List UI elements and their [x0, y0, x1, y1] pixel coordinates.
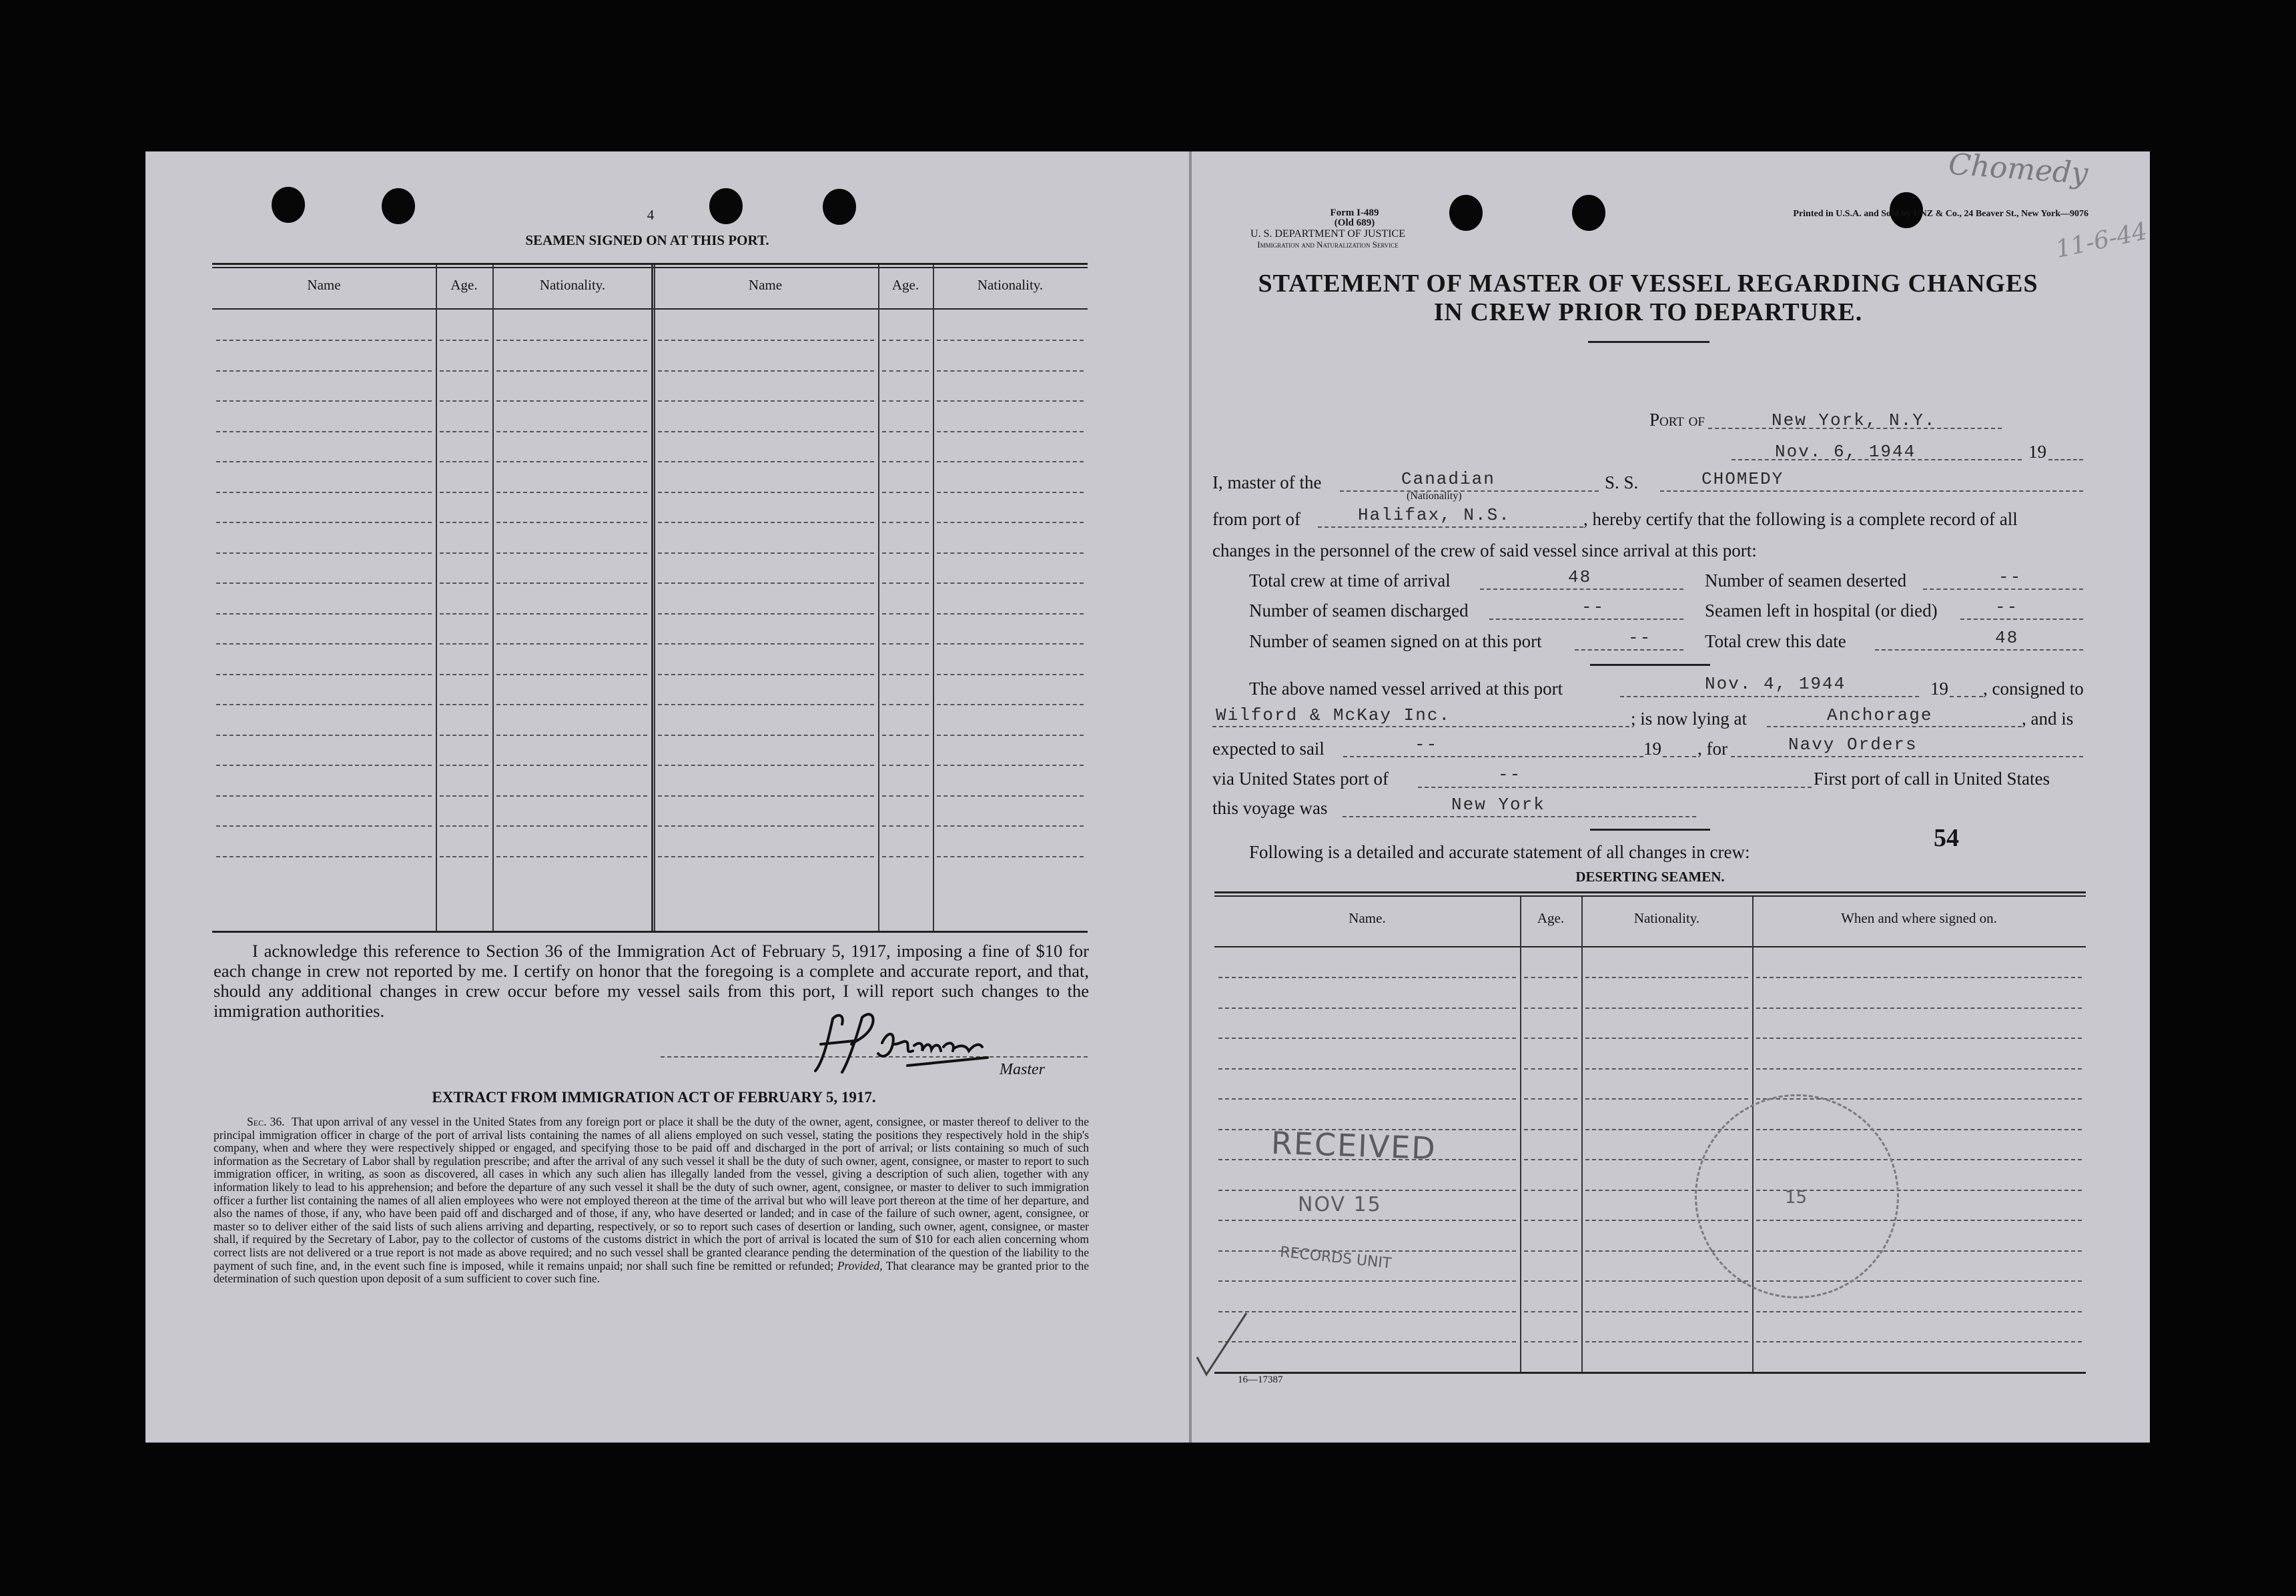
col-name: Name. — [1349, 910, 1386, 926]
total-crew-date-line — [1875, 649, 2083, 651]
voyage-value: New York — [1451, 795, 1545, 815]
for-line — [1731, 756, 2083, 757]
year-prefix-arrived: 19 — [1930, 679, 1948, 699]
from-port-line — [1318, 526, 1583, 528]
row-rule — [937, 704, 1084, 705]
row-rule — [937, 340, 1084, 341]
arrived-label: The above named vessel arrived at this port — [1249, 679, 1563, 699]
row-rule — [882, 370, 929, 372]
year-prefix: 19 — [2028, 442, 2046, 462]
row-rule — [496, 582, 647, 584]
date-value: Nov. 6, 1944 — [1775, 442, 1916, 462]
row-rule — [658, 461, 874, 462]
table-bottom-rule — [1214, 1372, 2086, 1374]
row-rule — [1756, 1038, 2082, 1039]
column-divider — [492, 265, 494, 931]
row-rule — [658, 704, 874, 705]
row-rule — [882, 856, 929, 857]
row-rule — [1218, 1220, 1516, 1221]
row-rule — [882, 643, 929, 645]
row-rule — [658, 674, 874, 675]
row-rule — [882, 492, 929, 493]
row-rule — [658, 765, 874, 766]
from-port-label: from port of — [1212, 509, 1300, 529]
page-count: 54 — [1934, 824, 1959, 852]
handwritten-date-note: 11-6-44 — [2053, 218, 2150, 264]
row-rule — [496, 735, 647, 736]
section-divider — [1590, 829, 1710, 831]
section-divider — [1590, 664, 1710, 666]
row-rule — [440, 492, 488, 493]
row-rule — [496, 461, 647, 462]
row-rule — [1524, 1190, 1577, 1191]
punch-hole — [382, 188, 415, 224]
total-crew-arrival-label: Total crew at time of arrival — [1249, 570, 1451, 590]
via-label: via United States port of — [1212, 769, 1389, 789]
expected-label: expected to sail — [1212, 739, 1324, 759]
row-rule — [440, 400, 488, 402]
row-rule — [1756, 1311, 2082, 1312]
row-rule — [440, 522, 488, 523]
signed-on-value: -- — [1628, 628, 1652, 648]
row-rule — [882, 400, 929, 402]
deserting-title: DESERTING SEAMEN. — [1575, 869, 1725, 885]
row-rule — [496, 431, 647, 432]
row-rule — [1756, 1068, 2082, 1070]
row-rule — [440, 643, 488, 645]
nationality-value: Canadian — [1401, 469, 1495, 489]
row-rule — [440, 735, 488, 736]
discharged-value: -- — [1581, 597, 1605, 617]
discharged-line — [1489, 619, 1683, 620]
row-rule — [1756, 1008, 2082, 1009]
col-nationality-1: Nationality. — [539, 277, 606, 293]
service: Immigration and Naturalization Service — [1257, 240, 1399, 250]
row-rule — [216, 400, 432, 402]
row-rule — [216, 492, 432, 493]
row-rule — [882, 613, 929, 615]
for-value: Navy Orders — [1788, 735, 1918, 755]
punch-hole — [1572, 195, 1605, 231]
row-rule — [658, 613, 874, 615]
col-name-2: Name — [748, 277, 783, 293]
row-rule — [658, 856, 874, 857]
row-rule — [882, 795, 929, 797]
hospital-value: -- — [1995, 597, 2019, 617]
row-rule — [216, 370, 432, 372]
row-rule — [440, 552, 488, 554]
row-rule — [1524, 1098, 1577, 1100]
table-header-rule — [212, 308, 1088, 310]
extract-tail: That clearance may be granted prior to the determination of such question upon deposit of a sum sufficient to cover such fine. — [214, 1258, 1090, 1286]
consigned-label: , consigned to — [1983, 679, 2084, 699]
row-rule — [882, 582, 929, 584]
row-rule — [658, 492, 874, 493]
year-line — [2048, 459, 2083, 460]
row-rule — [216, 552, 432, 554]
row-rule — [440, 856, 488, 857]
row-rule — [1524, 1008, 1577, 1009]
row-rule — [937, 856, 1084, 857]
acknowledgment-text: I acknowledge this reference to Section 36 of the Immigration Act of February 5, 1917, imposing a fine of $10 for each change in crew not reported by me. I certify on honor that the foregoing is a complete and accurate report, and that, should any additional changes in crew occur before my vessel sails from this port, I will report such changes to the immigration authorities. — [214, 941, 1089, 1021]
row-rule — [216, 340, 432, 341]
table-top-rule — [212, 267, 1088, 268]
row-rule — [1218, 1280, 1516, 1282]
row-rule — [882, 765, 929, 766]
row-rule — [1524, 977, 1577, 978]
total-crew-date-value: 48 — [1995, 628, 2019, 648]
col-age: Age. — [1537, 910, 1565, 926]
row-rule — [1218, 977, 1516, 978]
column-divider — [933, 265, 934, 931]
row-rule — [496, 674, 647, 675]
page-number: 4 — [647, 207, 655, 223]
row-rule — [216, 704, 432, 705]
ss-label: S. S. — [1605, 472, 1639, 492]
row-rule — [658, 431, 874, 432]
title-line-1: STATEMENT OF MASTER OF VESSEL REGARDING CHANGES — [1258, 270, 2038, 298]
nationality-line — [1340, 490, 1599, 492]
row-rule — [658, 370, 874, 372]
lying-label: ; is now lying at — [1631, 709, 1747, 729]
following-text: Following is a detailed and accurate statement of all changes in crew: — [1249, 842, 1750, 862]
row-rule — [937, 370, 1084, 372]
year-line — [1663, 756, 1696, 757]
row-rule — [882, 340, 929, 341]
row-rule — [440, 340, 488, 341]
row-rule — [496, 795, 647, 797]
deserted-value: -- — [1998, 567, 2022, 587]
row-rule — [216, 643, 432, 645]
row-rule — [496, 492, 647, 493]
extract-title: EXTRACT FROM IMMIGRATION ACT OF FEBRUARY 5, 1917. — [432, 1089, 876, 1106]
punch-hole — [272, 187, 305, 223]
row-rule — [937, 643, 1084, 645]
row-rule — [1585, 1008, 1748, 1009]
row-rule — [216, 674, 432, 675]
year-prefix-expected: 19 — [1643, 739, 1661, 759]
row-rule — [216, 431, 432, 432]
form-old: (Old 689) — [1334, 218, 1375, 228]
row-rule — [1524, 1038, 1577, 1039]
lying-value: Anchorage — [1827, 705, 1933, 725]
col-name-1: Name — [307, 277, 341, 293]
row-rule — [1524, 1159, 1577, 1160]
consignee-value: Wilford & McKay Inc. — [1216, 705, 1451, 725]
signed-on-label: Number of seamen signed on at this port — [1249, 631, 1542, 651]
and-is: , and is — [2022, 709, 2074, 729]
punch-hole — [709, 188, 743, 224]
row-rule — [937, 765, 1084, 766]
row-rule — [1218, 1190, 1516, 1191]
arrived-line — [1620, 696, 1919, 697]
deserted-line — [1923, 588, 2083, 590]
row-rule — [658, 643, 874, 645]
row-rule — [496, 643, 647, 645]
col-when-where: When and where signed on. — [1841, 910, 1997, 926]
row-rule — [882, 735, 929, 736]
col-nationality-2: Nationality. — [977, 277, 1044, 293]
row-rule — [937, 492, 1084, 493]
row-rule — [496, 340, 647, 341]
total-crew-date-label: Total crew this date — [1705, 631, 1846, 651]
department-block — [1204, 229, 1451, 250]
row-rule — [440, 582, 488, 584]
row-rule — [1585, 1341, 1748, 1342]
row-rule — [1524, 1341, 1577, 1342]
table-top-rule — [1214, 891, 2086, 893]
signed-on-title: SEAMEN SIGNED ON AT THIS PORT. — [525, 232, 769, 248]
master-label: I, master of the — [1212, 472, 1322, 492]
row-rule — [937, 582, 1084, 584]
expected-line — [1343, 756, 1643, 757]
row-rule — [216, 825, 432, 827]
hospital-line — [1960, 619, 2083, 620]
year-line — [1950, 696, 1983, 697]
title-underline — [1588, 341, 1709, 343]
check-mark — [1193, 1308, 1253, 1381]
row-rule — [658, 795, 874, 797]
row-rule — [216, 522, 432, 523]
row-rule — [1524, 1311, 1577, 1312]
row-rule — [440, 461, 488, 462]
nationality-caption: (Nationality) — [1407, 490, 1462, 502]
row-rule — [937, 735, 1084, 736]
row-rule — [937, 400, 1084, 402]
row-rule — [496, 704, 647, 705]
col-nationality: Nationality. — [1633, 910, 1700, 926]
row-rule — [937, 431, 1084, 432]
table-top-rule — [212, 263, 1088, 265]
row-rule — [1218, 1341, 1516, 1342]
column-divider — [651, 265, 653, 931]
records-unit-stamp: RECORDS UNIT — [1279, 1244, 1393, 1272]
sec-label: Sec. 36. — [247, 1115, 285, 1128]
column-divider — [436, 265, 437, 931]
voyage-label: this voyage was — [1212, 798, 1328, 818]
row-rule — [1585, 1068, 1748, 1070]
row-rule — [937, 825, 1084, 827]
row-rule — [658, 400, 874, 402]
row-rule — [1218, 1098, 1516, 1100]
printed-by: Printed in U.S.A. and Sold by UNZ & Co., 24 Beaver St., New York—9076 — [1793, 209, 2088, 219]
row-rule — [1585, 1311, 1748, 1312]
row-rule — [1218, 1250, 1516, 1252]
table-bottom-rule — [212, 931, 1088, 933]
row-rule — [1524, 1220, 1577, 1221]
row-rule — [440, 765, 488, 766]
port-of-value: New York, N.Y. — [1772, 410, 1936, 430]
changes-text: changes in the personnel of the crew of said vessel since arrival at this port: — [1212, 540, 1757, 560]
row-rule — [1585, 1280, 1748, 1282]
form-title — [1209, 270, 2087, 327]
row-rule — [1218, 1311, 1516, 1312]
for-label: , for — [1697, 739, 1728, 759]
deserted-label: Number of seamen deserted — [1705, 570, 1907, 590]
row-rule — [496, 400, 647, 402]
row-rule — [937, 552, 1084, 554]
col-age-2: Age. — [891, 277, 919, 293]
row-rule — [496, 370, 647, 372]
extract-text — [214, 1116, 1089, 1286]
handwritten-vessel-note: Chomedy — [1947, 147, 2089, 191]
lying-line — [1767, 726, 2022, 727]
form-no: Form I-489 — [1330, 208, 1379, 218]
row-rule — [496, 825, 647, 827]
row-rule — [658, 552, 874, 554]
row-rule — [1524, 1280, 1577, 1282]
row-rule — [882, 704, 929, 705]
row-rule — [937, 613, 1084, 615]
row-rule — [937, 674, 1084, 675]
row-rule — [440, 825, 488, 827]
row-rule — [440, 674, 488, 675]
column-divider — [654, 265, 655, 931]
row-rule — [1524, 1250, 1577, 1252]
table-top-rule — [1214, 895, 2086, 897]
signed-on-line — [1575, 649, 1683, 651]
via-line — [1418, 787, 1812, 788]
column-divider — [878, 265, 879, 931]
row-rule — [216, 461, 432, 462]
form-number — [1294, 208, 1415, 228]
via-value: -- — [1498, 765, 1522, 785]
row-rule — [882, 825, 929, 827]
round-stamp-number: 15 — [1785, 1188, 1808, 1208]
punch-hole — [823, 189, 856, 225]
row-rule — [1585, 1098, 1748, 1100]
form-code: 16—17387 — [1238, 1374, 1283, 1385]
row-rule — [658, 735, 874, 736]
row-rule — [496, 856, 647, 857]
col-age-1: Age. — [450, 277, 478, 293]
row-rule — [496, 765, 647, 766]
row-rule — [496, 552, 647, 554]
row-rule — [658, 522, 874, 523]
row-rule — [1218, 1038, 1516, 1039]
first-port-label: First port of call in United States — [1814, 769, 2050, 789]
column-divider — [1581, 897, 1583, 1372]
row-rule — [882, 674, 929, 675]
row-rule — [1524, 1129, 1577, 1130]
row-rule — [937, 795, 1084, 797]
extract-body: That upon arrival of any vessel in the United States from any foreign port or place it shall be the duty of the owner, agent, consignee, or master thereof to deliver to the principal immigration officer in charge of the port of arrival lists containing the names of all aliens employed on such vessel, stating the positions they respectively hold in the ship's company, when and where they were respectively shipped or engaged, and specifying those to be paid off and discharged in the port of arrival; or lists containing so much of such information as the Secretary of Labor shall by regulation prescribe; and after the arrival of any such vessel it shall be the duty of such owner, agent, consignee, or master to report to such immigration officer, in writing, as soon as discovered, all cases in which any such alien has illegally landed from the vessel, giving a description of such alien, together with any information likely to lead to his apprehension; and before the departure of any such vessel it shall be the duty of such owner, agent, consignee, or master to deliver to such immigration officer a further list containing the names of all alien employees who were not employed thereon at the time of the arrival but who will leave port thereon at the time of her departure, and also the names of those, if any, who have been paid off and discharged and of those, if any, who have deserted or landed; and in case of the failure of such owner, agent, consignee, or master so to deliver either of the said lists of such aliens arriving and departing, respectively, or so to report such cases of desertion or landing, such owner, agent, consignee, or master shall, if required by the Secretary of Labor, pay to the collector of customs of the customs district in which the port of arrival is located the sum of $10 for each alien concerning whom correct lists are not delivered or a true report is not made as above required; and no such vessel shall be granted clearance pending the determination of the question of the liability to the payment of such fine, and, in the event such fine is imposed, while it remains unpaid; nor shall such fine be remitted or refunded; — [214, 1115, 1089, 1272]
row-rule — [937, 461, 1084, 462]
total-crew-arrival-line — [1480, 588, 1683, 590]
row-rule — [1756, 977, 2082, 978]
row-rule — [440, 613, 488, 615]
row-rule — [1218, 1068, 1516, 1070]
row-rule — [216, 613, 432, 615]
row-rule — [658, 825, 874, 827]
row-rule — [440, 704, 488, 705]
column-divider — [1520, 897, 1521, 1372]
from-port-value: Halifax, N.S. — [1358, 505, 1511, 525]
punch-hole — [1449, 195, 1483, 231]
vessel-name: CHOMEDY — [1701, 469, 1784, 489]
row-rule — [882, 522, 929, 523]
row-rule — [1524, 1068, 1577, 1070]
row-rule — [496, 613, 647, 615]
received-stamp-date: NOV 15 — [1298, 1193, 1382, 1216]
row-rule — [882, 461, 929, 462]
row-rule — [1756, 1341, 2082, 1342]
received-stamp: RECEIVED — [1270, 1124, 1437, 1167]
consignee-line — [1212, 726, 1629, 727]
row-rule — [1218, 1008, 1516, 1009]
hospital-label: Seamen left in hospital (or died) — [1705, 601, 1938, 621]
certify-text: , hereby certify that the following is a complete record of all — [1583, 509, 2018, 529]
page-fold — [1189, 151, 1192, 1443]
extract-provided: Provided, — [837, 1258, 883, 1272]
table-header-rule — [1214, 946, 2086, 947]
row-rule — [216, 582, 432, 584]
row-rule — [216, 735, 432, 736]
row-rule — [658, 582, 874, 584]
row-rule — [882, 552, 929, 554]
discharged-label: Number of seamen discharged — [1249, 601, 1469, 621]
title-line-2: IN CREW PRIOR TO DEPARTURE. — [1433, 298, 1863, 326]
row-rule — [1585, 977, 1748, 978]
expected-value: -- — [1415, 735, 1439, 755]
port-of-label: Port of — [1649, 410, 1705, 430]
row-rule — [1585, 1038, 1748, 1039]
row-rule — [440, 795, 488, 797]
vessel-line — [1660, 490, 2083, 492]
row-rule — [216, 856, 432, 857]
row-rule — [216, 765, 432, 766]
row-rule — [440, 431, 488, 432]
voyage-line — [1343, 816, 1696, 817]
total-crew-arrival-value: 48 — [1568, 567, 1592, 587]
row-rule — [440, 370, 488, 372]
row-rule — [216, 795, 432, 797]
row-rule — [658, 340, 874, 341]
master-label: Master — [1000, 1061, 1045, 1078]
row-rule — [496, 522, 647, 523]
row-rule — [937, 522, 1084, 523]
department: U. S. DEPARTMENT OF JUSTICE — [1250, 228, 1405, 240]
arrived-value: Nov. 4, 1944 — [1705, 674, 1846, 694]
row-rule — [882, 431, 929, 432]
